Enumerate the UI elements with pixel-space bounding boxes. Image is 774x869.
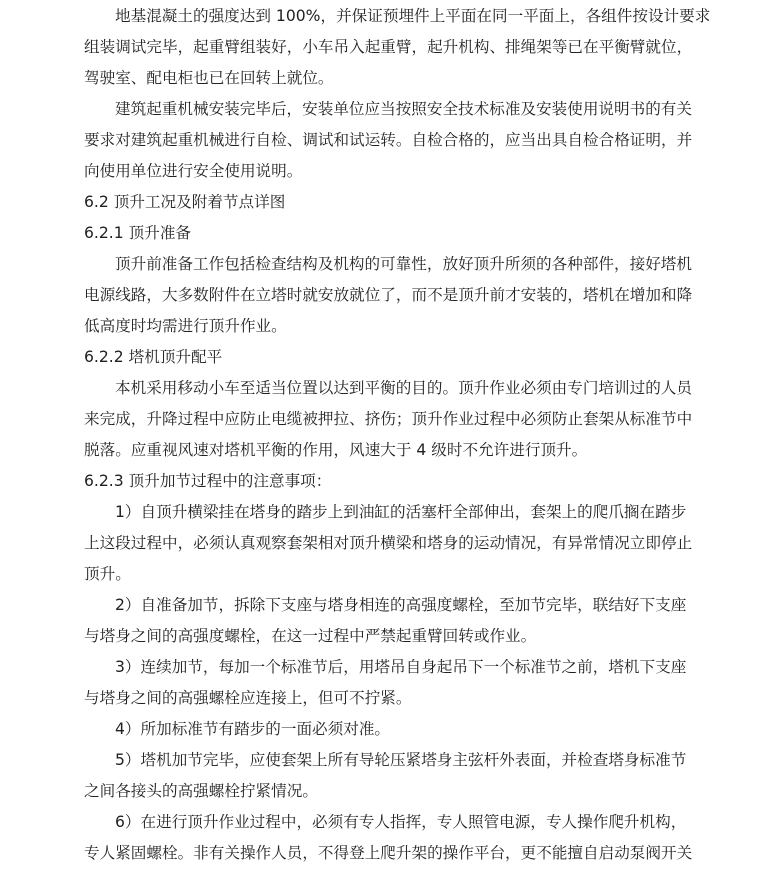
list-item-text: 3）连续加节，每加一个标准节后，用塔吊自身起吊下一个标准节之前，塔机下支座: [115, 658, 687, 676]
text-line: 之间各接头的高强螺栓拧紧情况。: [84, 782, 318, 800]
list-item-text: 2）自准备加节，拆除下支座与塔身相连的高强度螺栓，至加节完毕，联结好下支座: [115, 596, 687, 614]
text-line: 脱落。应重视风速对塔机平衡的作用，风速大于 4 级时不允许进行顶升。: [84, 441, 588, 459]
text-line: 来完成，升降过程中应防止电缆被押拉、挤伤；顶升作业过程中必须防止套架从标准节中: [84, 410, 693, 428]
text-line: 驾驶室、配电柜也已在回转上就位。: [84, 69, 334, 87]
list-item-text: 4）所加标准节有踏步的一面必须对准。: [115, 720, 391, 738]
text-line: 与塔身之间的高强度螺栓，在这一过程中严禁起重臂回转或作业。: [84, 627, 537, 645]
text-line: 顶升。: [84, 565, 131, 583]
section-heading: 6.2 顶升工况及附着节点详图: [84, 193, 286, 211]
subsection-heading: 6.2.2 塔机顶升配平: [84, 348, 223, 366]
text-line: 上这段过程中，必须认真观察套架相对顶升横梁和塔身的运动情况，有异常情况立即停止: [84, 534, 693, 552]
text-line: 顶升前准备工作包括检查结构及机构的可靠性，放好顶升所须的各种部件，接好塔机: [115, 255, 692, 273]
subsection-heading: 6.2.1 顶升准备: [84, 224, 192, 242]
text-line: 地基混凝土的强度达到 100%，并保证预埋件上平面在同一平面上，各组件按设计要求: [115, 7, 711, 25]
text-line: 组装调试完毕，起重臂组装好，小车吊入起重臂，起升机构、排绳架等已在平衡臂就位，: [84, 38, 693, 56]
text-line: 要求对建筑起重机械进行自检、调试和试运转。自检合格的，应当出具自检合格证明，并: [84, 131, 693, 149]
list-item-text: 5）塔机加节完毕，应使套架上所有导轮压紧塔身主弦杆外表面，并检查塔身标准节: [115, 751, 687, 769]
text-line: 向使用单位进行安全使用说明。: [84, 162, 303, 180]
text-line: 电源线路，大多数附件在立塔时就安放就位了，而不是顶升前才安装的，塔机在增加和降: [84, 286, 693, 304]
list-item-text: 6）在进行顶升作业过程中，必须有专人指挥，专人照管电源，专人操作爬升机构，: [115, 813, 687, 831]
subsection-heading: 6.2.3 顶升加节过程中的注意事项：: [84, 472, 332, 490]
list-item-text: 1）自顶升横梁挂在塔身的踏步上到油缸的活塞杆全部伸出，套架上的爬爪搁在踏步: [115, 503, 687, 521]
text-line: 建筑起重机械安装完毕后，安装单位应当按照安全技术标准及安装使用说明书的有关: [115, 100, 692, 118]
text-line: 低高度时均需进行顶升作业。: [84, 317, 287, 335]
text-line: 本机采用移动小车至适当位置以达到平衡的目的。顶升作业必须由专门培训过的人员: [115, 379, 692, 397]
text-line: 专人紧固螺栓。非有关操作人员，不得登上爬升架的操作平台，更不能擅自启动泵阀开关: [84, 844, 693, 862]
text-line: 与塔身之间的高强螺栓应连接上，但可不拧紧。: [84, 689, 412, 707]
